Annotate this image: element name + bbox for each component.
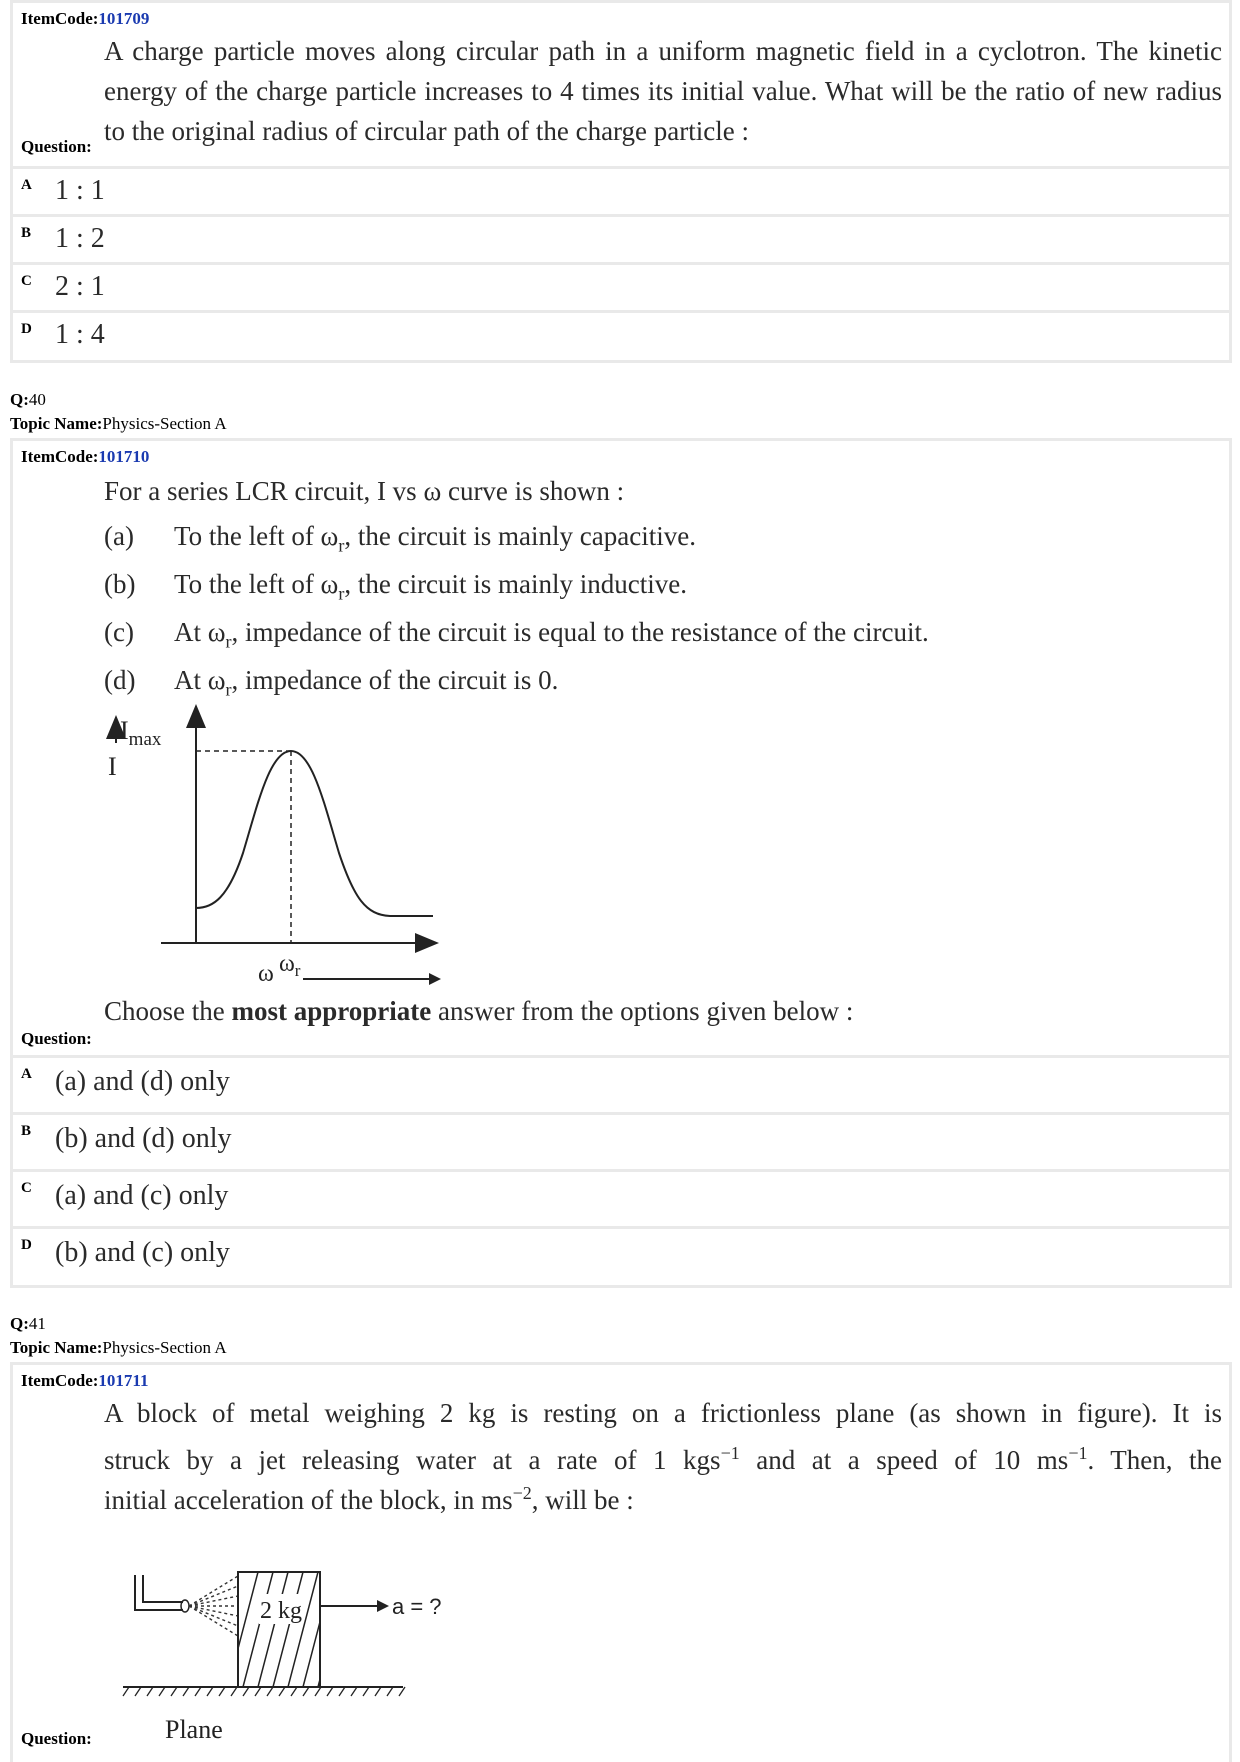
x-direction-arrow (303, 969, 443, 989)
itemcode-row (21, 1371, 148, 1391)
question-intro: For a series LCR circuit, I vs ω curve is shown : (104, 476, 625, 506)
itemcode-row (21, 447, 149, 467)
resonance-curve-figure (98, 703, 448, 983)
y-axis-label: I (108, 752, 117, 781)
option-b[interactable] (13, 214, 1229, 262)
option-c[interactable] (13, 262, 1229, 310)
itemcode-label: ItemCode: (21, 447, 99, 466)
question-text: A charge particle moves along circular path in a uniform magnetic field in a cyclotron. The kinetic energy of the charge particle increases to 4 times its initial value. What will be the ratio of new radius to the original radius of circular path of the charge particle : (104, 36, 1222, 146)
option-letter: C (21, 1180, 32, 1196)
option-value: 1 : 1 (55, 175, 105, 206)
acceleration-label: a = ? (392, 1594, 442, 1619)
omega-r-label: $\omega_r$ (279, 951, 301, 980)
imax-label: $I_{max}$ (120, 716, 162, 750)
question-card-101711 (10, 1362, 1232, 1762)
nozzle (181, 1600, 189, 1612)
option-letter: D (21, 321, 32, 337)
block-mass-label: 2 kg (260, 1598, 302, 1624)
option-value: 1 : 4 (55, 319, 105, 350)
current-curve (196, 751, 433, 916)
option-b[interactable] (13, 1112, 1229, 1169)
water-jet-spray (189, 1576, 238, 1636)
choose-instruction: Choose the most appropriate answer from the options given below : (104, 996, 854, 1026)
itemcode-value: 101709 (98, 9, 150, 28)
question-line-2: struck by a jet releasing water at a rate of 1 kgs$^{-1}$ and at a speed of 10 $ms^{-1}$. Then, the (104, 1443, 1222, 1475)
option-value: 1 : 2 (55, 223, 105, 254)
question-label: Question: (21, 1729, 92, 1748)
question-number: Q:40 (10, 390, 46, 409)
question-card-101710 (10, 438, 1232, 1288)
statement-c: (c) At $\omega_r$, impedance of the circuit is equal to the resistance of the circuit. (104, 617, 929, 652)
option-d[interactable] (13, 1226, 1229, 1285)
option-value: (b) and (c) only (55, 1237, 230, 1268)
question-label: Question: (21, 1029, 92, 1048)
itemcode-value: 101710 (98, 447, 150, 466)
option-letter: A (21, 1066, 32, 1082)
question-card-101709 (10, 0, 1232, 363)
option-letter: B (21, 225, 32, 241)
omega-x-label: ω (258, 961, 274, 987)
option-d[interactable] (13, 310, 1229, 360)
option-value: (b) and (d) only (55, 1123, 232, 1154)
option-value: (a) and (d) only (55, 1066, 230, 1097)
option-a[interactable] (13, 166, 1229, 214)
option-value: 2 : 1 (55, 271, 105, 302)
plane-label: Plane (165, 1715, 223, 1744)
option-letter: A (21, 177, 32, 193)
statement-d: (d) At $\omega_r$, impedance of the circuit is 0. (104, 665, 559, 700)
option-value: (a) and (c) only (55, 1180, 229, 1211)
topic-name: Topic Name:Physics-Section A (10, 1338, 227, 1357)
itemcode-label: ItemCode: (21, 1371, 99, 1390)
itemcode-value: 101711 (98, 1371, 149, 1390)
option-letter: D (21, 1237, 32, 1253)
option-c[interactable] (13, 1169, 1229, 1226)
question-line-1: A block of metal weighing 2 kg is resting on a frictionless plane (as shown in figure). It is (104, 1398, 1222, 1428)
question-line-3: initial acceleration of the block, in $ms^{-2}$, will be : (104, 1483, 634, 1515)
option-letter: B (21, 1123, 32, 1139)
block-jet-figure (113, 1550, 473, 1750)
option-a[interactable] (13, 1055, 1229, 1112)
itemcode-row (21, 9, 149, 29)
statement-a: (a) To the left of $\omega_r$, the circuit is mainly capacitive. (104, 521, 696, 556)
question-label: Question: (21, 137, 92, 156)
topic-name: Topic Name:Physics-Section A (10, 414, 227, 433)
itemcode-label: ItemCode: (21, 9, 99, 28)
question-number: Q:41 (10, 1314, 46, 1333)
option-letter: C (21, 273, 32, 289)
statement-b: (b) To the left of $\omega_r$, the circuit is mainly inductive. (104, 569, 688, 604)
